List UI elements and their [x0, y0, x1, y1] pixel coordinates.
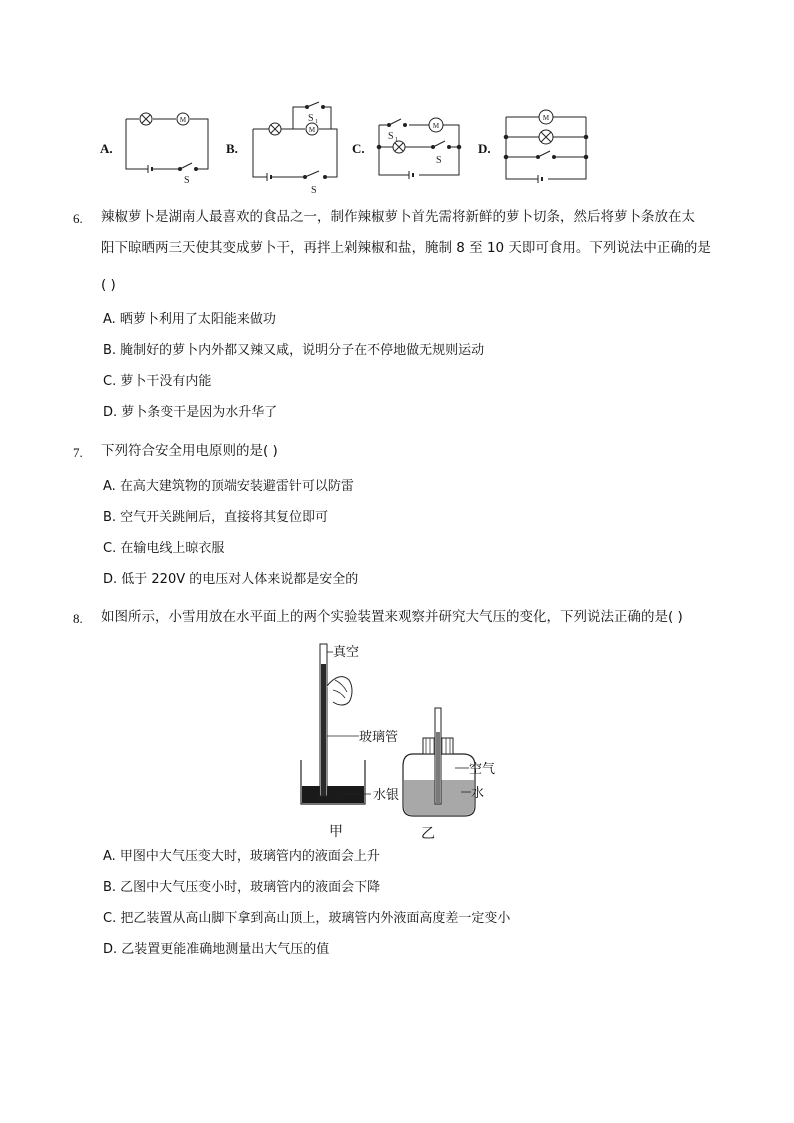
label-water: 水 [471, 785, 485, 800]
circuit-options-row [0, 95, 794, 195]
q7-stem: 下列符合安全用电原则的是( ) [101, 443, 278, 459]
q6-option-c[interactable]: C. 萝卜干没有内能 [103, 374, 212, 389]
switch-b-s1-label: S [308, 113, 314, 124]
motor-d-symbol: M [542, 114, 550, 122]
q8-number: 8. [73, 611, 83, 626]
circuit-c-label: C. [352, 141, 365, 156]
motor-c-symbol: M [432, 122, 440, 130]
q7-option-c[interactable]: C. 在输电线上晾衣服 [103, 541, 225, 556]
q8-option-c[interactable]: C. 把乙装置从高山脚下拿到高山顶上，玻璃管内外液面高度差一定变小 [103, 911, 511, 926]
circuit-a-label: A. [100, 141, 113, 156]
label-yi: 乙 [421, 827, 435, 842]
q6-option-b[interactable]: B. 腌制好的萝卜内外都又辣又咸，说明分子在不停地做无规则运动 [103, 343, 485, 358]
jia-apparatus [301, 644, 371, 804]
motor-b-symbol: M [308, 126, 316, 134]
switch-a-label: S [184, 175, 190, 183]
q6-option-a[interactable]: A. 晒萝卜利用了太阳能来做功 [103, 312, 276, 327]
circuit-d-diagram [500, 103, 592, 187]
circuit-d-label: D. [478, 141, 491, 156]
q6-number: 6. [73, 211, 83, 226]
label-glass-tube: 玻璃管 [359, 729, 399, 744]
q8-option-b[interactable]: B. 乙图中大气压变小时，玻璃管内的液面会下降 [103, 880, 381, 895]
q6-option-d[interactable]: D. 萝卜条变干是因为水升华了 [103, 405, 278, 420]
label-vacuum: 真空 [333, 644, 360, 659]
q7-option-d[interactable]: D. 低于 220V 的电压对人体来说都是安全的 [103, 572, 359, 587]
circuit-c-diagram [373, 109, 465, 183]
q8-option-d[interactable]: D. 乙装置更能准确地测量出大气压的值 [103, 942, 330, 957]
q7-option-a[interactable]: A. 在高大建筑物的顶端安装避雷针可以防雷 [103, 479, 354, 494]
switch-c-label: S [436, 155, 442, 166]
q8-option-a[interactable]: A. 甲图中大气压变大时，玻璃管内的液面会上升 [103, 849, 380, 864]
label-jia: 甲 [329, 825, 343, 840]
switch-b-label: S [311, 185, 317, 195]
switch-c-s1-sub: 1 [395, 137, 398, 143]
circuit-b-diagram [245, 99, 345, 195]
q8-figure [295, 640, 515, 845]
q7-option-b[interactable]: B. 空气开关跳闸后，直接将其复位即可 [103, 510, 329, 525]
q7-number: 7. [73, 445, 83, 460]
q8-stem: 如图所示，小雪用放在水平面上的两个实验装置来观察并研究大气压的变化，下列说法正确的是( ) [101, 609, 683, 625]
switch-b-s1-sub: 1 [315, 119, 318, 125]
motor-a-symbol: M [179, 116, 187, 124]
circuit-a-diagram [118, 109, 218, 183]
q6-stem-line1: 辣椒萝卜是湖南人最喜欢的食品之一，制作辣椒萝卜首先需将新鲜的萝卜切条，然后将萝卜条放在太 [101, 209, 695, 225]
q6-stem-line2: 阳下晾晒两三天使其变成萝卜干，再拌上剁辣椒和盐，腌制 8 至 10 天即可食用。下列说法中正确的是 [101, 240, 711, 256]
label-air: 空气 [469, 761, 496, 776]
label-mercury: 水银 [373, 787, 400, 802]
q6-answer-paren: ( ) [101, 277, 116, 293]
switch-c-s1-label: S [388, 131, 394, 142]
yi-apparatus [403, 708, 475, 816]
circuit-b-label: B. [226, 141, 238, 156]
